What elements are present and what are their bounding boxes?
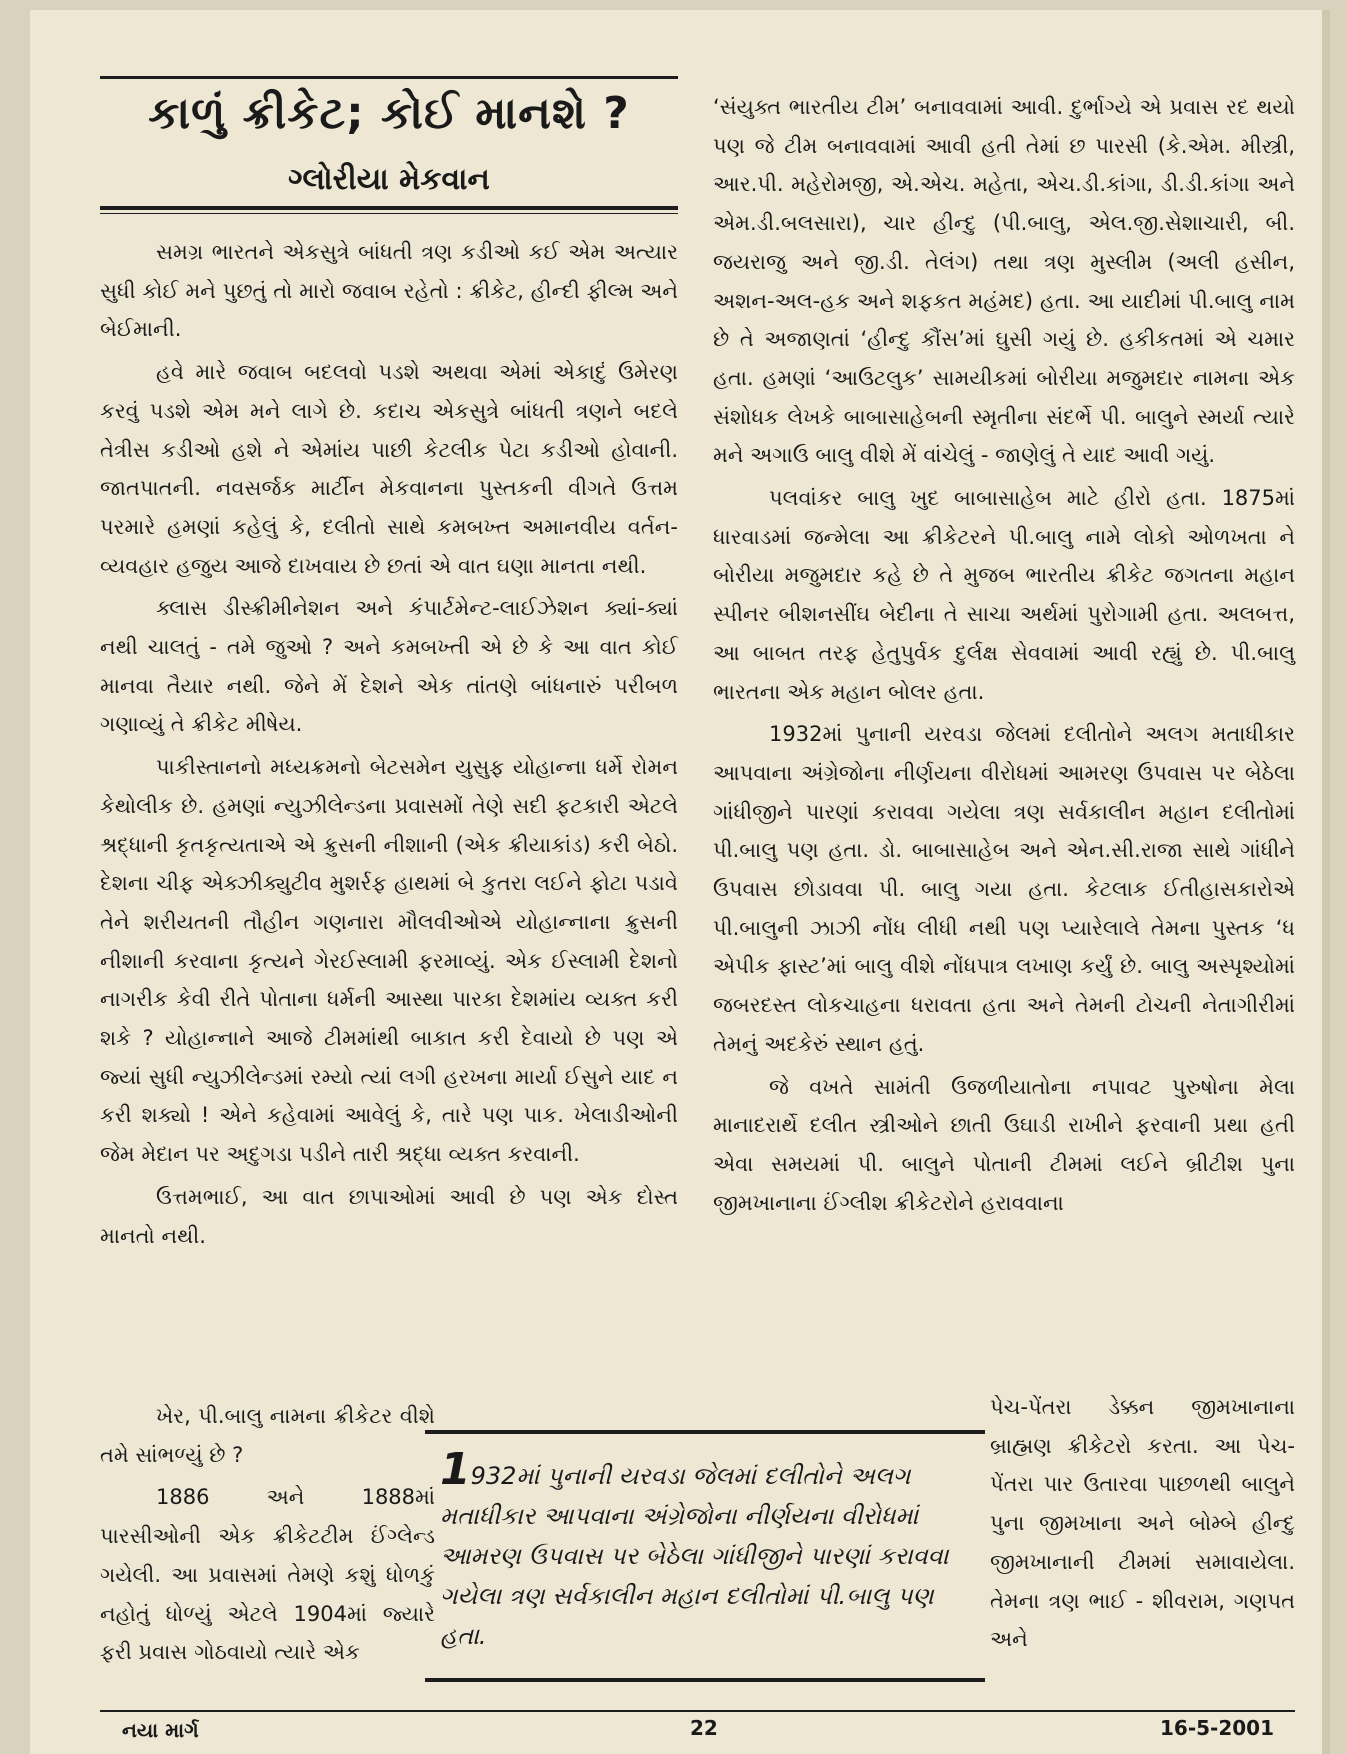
- paragraph: 1886 અને 1888માં પારસીઓની એક ક્રીકેટટીમ ઈંગ્લેન્ડ ગયેલી. આ પ્રવાસમાં તેમણે કશું ધોળકું નહોતું ધોળ્યું એટલે 1904માં જ્યારે ફરી પ્રવાસ ગોઠવાયો ત્યારે એક: [100, 1485, 435, 1665]
- publication-name: નયા માર્ગ: [122, 1718, 199, 1742]
- title-bottom-rule: [100, 206, 678, 210]
- paragraph: હવે મારે જવાબ બદલવો પડશે અથવા એમાં એકાદું ઉમેરણ કરવું પડશે એમ મને લાગે છે. કદાચ એકસુત્રે બાંધતી ત્રણને બદલે તેત્રીસ કડીઓ હશે ને એમાંય પાછી કેટલીક પેટા કડીઓ હોવાની. જાતપાતની. નવસર્જક માર્ટીન મેકવાનના પુસ્તકની વીગતે ઉત્તમ પરમારે હમણાં કહેલું કે, દલીતો સાથે કમબખ્ત અમાનવીય વર્તન-વ્યવહાર હજુય આજે દાખવાય છે છતાં એ વાત ઘણા માનતા નથી.: [100, 360, 678, 578]
- pullquote-bottom-rule: [425, 1678, 985, 1682]
- pull-quote: [440, 1444, 980, 1656]
- title-top-rule: [100, 76, 678, 79]
- footer-rule: [100, 1710, 1295, 1712]
- right-column: [713, 88, 1295, 1222]
- paragraph: ઉત્તમભાઈ, આ વાત છાપાઓમાં આવી છે પણ એક દોસ્ત માનતો નથી.: [100, 1184, 678, 1248]
- right-bottom-column: [990, 1388, 1295, 1659]
- pull-quote-initial: 1: [440, 1444, 471, 1495]
- paragraph: જે વખતે સામંતી ઉજળીયાતોના નપાવટ પુરુષોના મેલા માનાદરાર્થે દલીત સ્ત્રીઓને છાતી ઉઘાડી રાખીને ફરવાની પ્રથા હતી એવા સમયમાં પી. બાલુને પોતાની ટીમમાં લઈને બ્રીટીશ પુના જીમખાનાના ઈંગ્લીશ ક્રીકેટરોને હરાવવાના: [713, 1074, 1295, 1215]
- left-bottom-column: [100, 1397, 435, 1672]
- pullquote-top-rule: [425, 1430, 985, 1434]
- paragraph: પેચ-પેંતરા ડેક્કન જીમખાનાના બ્રાહ્મણ ક્રીકેટરો કરતા. આ પેચ-પેંતરા પાર ઉતારવા પાછળથી બાલુને પુના જીમખાના અને બોમ્બે હીન્દુ જીમખાનાની ટીમમાં સમાવાયેલા. તેમના ત્રણ ભાઈ - શીવરામ, ગણપત અને: [990, 1395, 1295, 1652]
- paragraph: 1932માં પુનાની યરવડા જેલમાં દલીતોને અલગ મતાધીકાર આપવાના અંગ્રેજોના નીર્ણયના વીરોધમાં આમરણ ઉપવાસ પર બેઠેલા ગાંધીજીને પારણાં કરાવવા ગયેલા ત્રણ સર્વકાલીન મહાન દલીતોમાં પી.બાલુ પણ હતા. ડો. બાબાસાહેબ અને એન.સી.રાજા સાથે ગાંધીને ઉપવાસ છોડાવવા પી. બાલુ ગયા હતા. કેટલાક ઈતીહાસકારોએ પી.બાલુની ઝાઝી નોંધ લીધી નથી પણ પ્યારેલાલે તેમના પુસ્તક ‘ધ એપીક ફાસ્ટ’માં બાલુ વીશે નોંધપાત્ર લખાણ કર્યું છે. બાલુ અસ્પૃશ્યોમાં જબરદસ્ત લોકચાહના ધરાવતા હતા અને તેમની ટોચની નેતાગીરીમાં તેમનું અદકેરું સ્થાન હતું.: [713, 722, 1295, 1056]
- page-number: 22: [690, 1716, 718, 1740]
- left-column: [100, 233, 678, 1255]
- article-author: ગ્લોરીયા મેકવાન: [288, 162, 490, 197]
- paragraph: સમગ્ર ભારતને એકસુત્રે બાંધતી ત્રણ કડીઓ કઈ એમ અત્યાર સુધી કોઈ મને પુછતું તો મારો જવાબ રહેતો : ક્રીકેટ, હીન્દી ફીલ્મ અને બેઈમાની.: [100, 240, 678, 342]
- paragraph: ખેર, પી.બાલુ નામના ક્રીકેટર વીશે તમે સાંભળ્યું છે ?: [100, 1404, 435, 1467]
- pull-quote-text: 932માં પુનાની યરવડા જેલમાં દલીતોને અલગ મતાધીકાર આપવાના અંગ્રેજોના નીર્ણયના વીરોધમાં આમરણ ઉપવાસ પર બેઠેલા ગાંધીજીને પારણાં કરાવવા ગયેલા ત્રણ સર્વકાલીન મહાન દલીતોમાં પી.બાલુ પણ હતા.: [440, 1462, 949, 1650]
- paragraph: ‘સંયુક્ત ભારતીય ટીમ’ બનાવવામાં આવી. દુર્ભાગ્યે એ પ્રવાસ રદ થયો પણ જે ટીમ બનાવવામાં આવી હતી તેમાં છ પારસી (કે.એમ. મીસ્ત્રી, આર.પી. મહેરોમજી, એ.એચ. મહેતા, એચ.ડી.કાંગા, ડી.ડી.કાંગા અને એમ.ડી.બલસારા), ચાર હીન્દુ (પી.બાલુ, એલ.જી.સેશાચારી, બી. જયરાજુ અને જી.ડી. તેલંગ) તથા ત્રણ મુસ્લીમ (અલી હસીન, અશન-અલ-હક અને શફકત મહંમદ) હતા. આ યાદીમાં પી.બાલુ નામ છે તે અજાણતાં ‘હીન્દુ કૌંસ’માં ઘુસી ગયું છે. હકીકતમાં એ ચમાર હતા. હમણાં ‘આઉટલુક’ સામયીકમાં બોરીયા મજુમદાર નામના એક સંશોધક લેખકે બાબાસાહેબની સ્મૃતીના સંદર્ભે પી. બાલુને સ્મર્યા ત્યારે મને અગાઉ બાલુ વીશે મેં વાંચેલું - જાણેલું તે યાદ આવી ગયું.: [713, 95, 1295, 468]
- article-title: કાળું ક્રીકેટ; કોઈ માનશે ?: [148, 88, 630, 139]
- paragraph: ક્લાસ ડીસ્ક્રીમીનેશન અને કંપાર્ટમેન્ટ-લાઈઝેશન ક્યાં-ક્યાં નથી ચાલતું - તમે જુઓ ? અને કમબખ્તી એ છે કે આ વાત કોઈ માનવા તૈયાર નથી. જેને મેં દેશને એક તાંતણે બાંધનારું પરીબળ ગણાવ્યું તે ક્રીકેટ મીષેય.: [100, 596, 678, 737]
- issue-date: 16-5-2001: [1160, 1716, 1275, 1740]
- title-bottom-rule-thin: [100, 213, 678, 214]
- paragraph: પાકીસ્તાનનો મધ્યક્રમનો બેટસમેન યુસુફ યોહાન્ના ધર્મે રોમન કેથોલીક છે. હમણાં ન્યુઝીલેન્ડના પ્રવાસમોં તેણે સદી ફટકારી એટલે શ્રદ્ધાની કૃતકૃત્યતાએ એ ક્રુસની નીશાની (એક ક્રીયાકાંડ) કરી બેઠો. દેશના ચીફ એક્ઝીક્યુટીવ મુશર્રફ હાથમાં બે કુતરા લઈને ફોટા પડાવે તેને શરીયતની તૌહીન ગણનારા મૌલવીઓએ યોહાન્નાના ક્રુસની નીશાની કરવાના કૃત્યને ગેરઈસ્લામી ફરમાવ્યું. એક ઈસ્લામી દેશનો નાગરીક કેવી રીતે પોતાના ધર્મની આસ્થા પારકા દેશમાંય વ્યક્ત કરી શકે ? યોહાન્નાને આજે ટીમમાંથી બાકાત કરી દેવાયો છે પણ એ જ્યાં સુધી ન્યુઝીલેન્ડમાં રમ્યો ત્યાં લગી હરખના માર્યા ઈસુને યાદ ન કરી શક્યો ! એને કહેવામાં આવેલું કે, તારે પણ પાક. ખેલાડીઓની જેમ મેદાન પર અદુગડા પડીને તારી શ્રદ્ધા વ્યક્ત કરવાની.: [100, 755, 678, 1167]
- paragraph: પલવાંકર બાલુ ખુદ બાબાસાહેબ માટે હીરો હતા. 1875માં ધારવાડમાં જન્મેલા આ ક્રીકેટરને પી.બાલુ નામે લોકો ઓળખતા ને બોરીયા મજુમદાર કહે છે તે મુજબ ભારતીય ક્રીકેટ જગતના મહાન સ્પીનર બીશનસીંઘ બેદીના તે સાચા અર્થમાં પુરોગામી હતા. અલબત્ત, આ બાબત તરફ હેતુપુર્વક દુર્લક્ષ સેવવામાં આવી રહ્યું છે. પી.બાલુ ભારતના એક મહાન બોલર હતા.: [713, 486, 1295, 704]
- magazine-page: [30, 10, 1330, 1754]
